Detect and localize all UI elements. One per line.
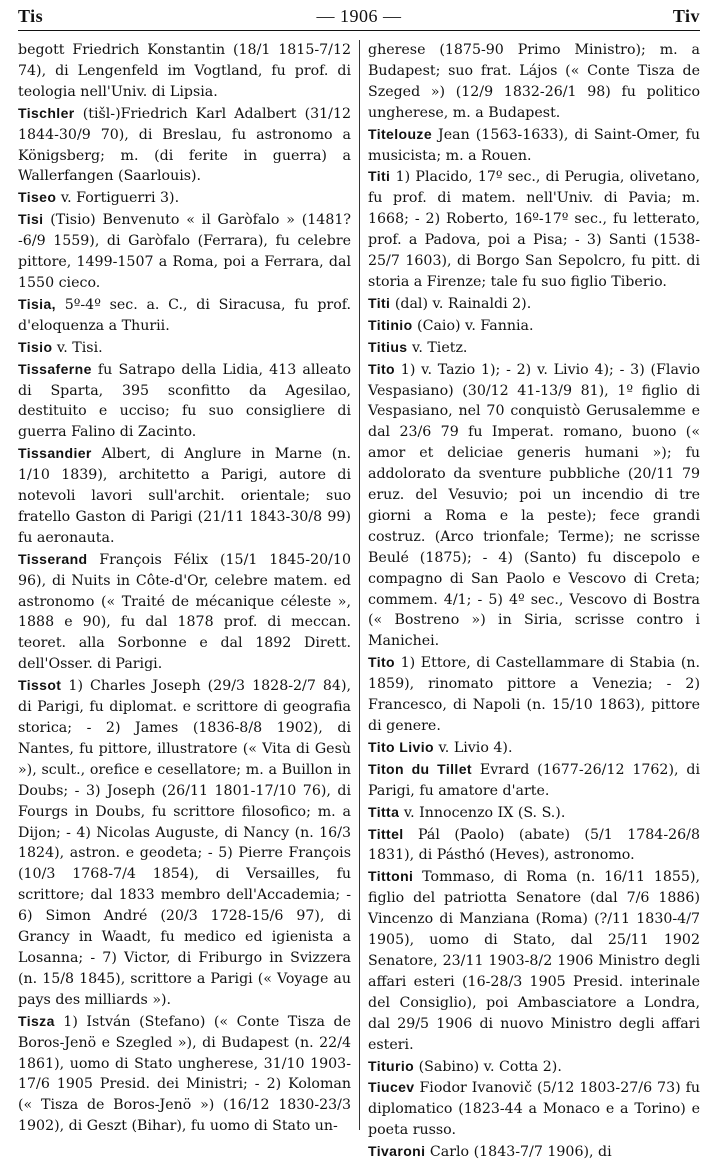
entry-text: 1) Charles Joseph (29/3 1828-2/7 84), di Parigi, fu diplomat. e scrittore di geografia storica; - 2) James (1836-8/8 1902), di Nantes, fu pittore, illustratore (« Vita di Gesù »), scult., orefice e cesellatore; m. a Buillon in Doubs; - 3) Joseph (26/11 1801-17/10 76), di Fourgs in Doubs, fu scrittore filosofico; m. a Dijon; - 4) Nicolas Auguste, di Nancy (n. 16/3 1824), astron. e geodeta; - 5) Pierre François (10/3 1768-7/4 1854), di Versailles, fu scrittore; dal 1833 membro dell'Accademia; - 6) Simon André (20/3 1728-15/6 97), di Grancy in Waadt, fu medico ed igienista a Losanna; - 7) Victor, di Friburgo in Svizzera (n. 15/8 1845), scrittore a Parigi (« Voyage au pays des milliards »). [18, 678, 351, 1008]
entry-text: 5º-4º sec. a. C., di Siracusa, fu prof. d'eloquenza a Thurii. [18, 296, 351, 334]
dictionary-entry [18, 209, 351, 294]
entry-headword: Titinio [368, 316, 413, 333]
dictionary-entry [18, 337, 351, 359]
entry-headword: Tisserand [18, 550, 88, 567]
entry-headword: Titta [368, 803, 400, 820]
entry-text: v. Innocenzo IX (S. S.). [399, 804, 566, 821]
entry-headword: Tivaroni [368, 1143, 426, 1160]
entry-headword: Tissaferne [18, 360, 92, 377]
dictionary-entry [368, 759, 700, 802]
dictionary-entry [18, 294, 351, 337]
dictionary-entry [368, 337, 700, 359]
page-header [18, 2, 700, 31]
entry-headword: Tito [368, 654, 396, 671]
entry-headword: Titurio [368, 1057, 415, 1074]
dictionary-entry [18, 443, 351, 549]
dictionary-entry [368, 166, 700, 292]
entry-headword: Titi [368, 168, 391, 185]
dictionary-entry [368, 1141, 700, 1163]
dictionary-entry [368, 293, 700, 315]
dictionary-entry [368, 1077, 700, 1141]
dictionary-entry [18, 40, 351, 103]
header-left-guideword: Tis [18, 6, 44, 26]
entry-text: v. Fortiguerri 3). [56, 190, 180, 207]
entry-headword: Titius [368, 338, 408, 355]
entry-text: Carlo (1843-7/7 1906), di [425, 1144, 612, 1161]
entry-headword: Tischler [18, 104, 75, 121]
entry-text: v. Tisi. [52, 339, 103, 356]
entry-headword: Tisio [18, 338, 53, 355]
dictionary-entry [368, 359, 700, 653]
entry-text: Jean (1563-1633), di Saint-Omer, fu musicista; m. a Rouen. [368, 126, 700, 164]
entry-text: 1) Placido, 17º sec., di Perugia, olivetano, fu prof. di matem. nell'Univ. di Pavia; m. 1668; - 2) Roberto, 16º-17º sec., fu letterato, prof. a Padova, poi a Pisa; - 3) Santi (1538-25/7 1603), di Borgo San Sepolcro, fu pitt. di storia a Firenze; tale fu suo figlio Tiberio. [368, 169, 700, 290]
entry-text: gherese (1875-90 Primo Ministro); m. a Budapest; suo frat. Lájos (« Conte Tisza de Szeged ») (12/9 1832-26/1 98) fu politico ungherese, m. a Budapest. [368, 42, 700, 121]
right-column [368, 40, 700, 1161]
entry-text: 1) Ettore, di Castellammare di Stabia (n. 1859), rinomato pittore a Venezia; - 2) Francesco, di Napoli (n. 15/10 1863), pittore di genere. [368, 655, 700, 734]
dictionary-entry [18, 549, 351, 675]
entry-headword: Tito [368, 360, 396, 377]
dictionary-entry [368, 124, 700, 167]
entry-headword: Tisia, [18, 295, 56, 312]
dictionary-entry [368, 315, 700, 337]
entry-text: v. Livio 4). [433, 739, 513, 756]
entry-headword: Titon du Tillet [368, 760, 472, 777]
entry-headword: Tisza [18, 1012, 55, 1029]
entry-text: François Félix (15/1 1845-20/10 96), di Nuits in Côte-d'Or, celebre matem. ed astronomo (« Traité de mécanique céleste », 1888 e 90), fu dal 1878 prof. di meccan. teoret. alla Sorbonne e dal 1892 Dirett. dell'Osser. di Parigi. [18, 551, 351, 673]
dictionary-entry [368, 737, 700, 759]
dictionary-entry [368, 802, 700, 824]
dictionary-entry [368, 40, 700, 124]
entry-headword: Titelouze [368, 125, 433, 142]
entry-text: 1) István (Stefano) (« Conte Tisza de Boros-Jenö e Szegled »), di Budapest (n. 22/4 1861), uomo di Stato ungherese, 31/10 1903-17/6 1905 Presid. dei Ministri; - 2) Koloman (« Tisza de Boros-Jenö ») (16/12 1830-23/3 1902), di Geszt (Bihar), fu uomo di Stato un- [18, 1013, 351, 1135]
column-divider [359, 40, 360, 1130]
dictionary-entry [18, 1011, 351, 1137]
dictionary-entry [18, 103, 351, 188]
entry-headword: Tito Livio [368, 738, 434, 755]
dictionary-entry [368, 1056, 700, 1078]
entry-text: 1) v. Tazio 1); - 2) v. Livio 4); - 3) (Flavio Vespasiano) (30/12 41-13/9 81), 1º figlio di Vespasiano, nel 70 conquistò Gerusalemme e dal 23/6 79 fu Imperat. romano, buono (« amor et deliciae generis humani »); fu addolorato da sventure pubbliche (20/11 79 eruz. del Vesuvio; poi un incendio di tre giorni a Roma e la peste); fece grandi costruz. (Arco trionfale; Terme); ne scrisse Beulé (1875); - 4) (Santo) fu discepolo e compagno di San Paolo e Vescovo di Creta; commem. 4/1; - 5) 4º sec., Vescovo di Bostra (« Bostreno ») in Siria, scrisse contro i Manichei. [368, 361, 700, 650]
dictionary-entry [18, 187, 351, 209]
entry-headword: Tittoni [368, 868, 414, 885]
entry-text: (Sabino) v. Cotta 2). [414, 1058, 562, 1075]
entry-text: begott Friedrich Konstantin (18/1 1815-7/12 74), di Lengenfeld im Vogtland, fu prof. di teologia nell'Univ. di Lipsia. [18, 42, 351, 100]
entry-headword: Tissandier [18, 445, 92, 462]
entry-headword: Tiseo [18, 189, 57, 206]
dictionary-entry [18, 359, 351, 444]
entry-text: Albert, di Anglure in Marne (n. 1/10 1839), architetto a Parigi, autore di notevoli lavori sull'archit. orientale; suo fratello Gaston di Parigi (21/11 1843-30/8 99) fu aeronauta. [18, 446, 351, 546]
entry-text: Evrard (1677-26/12 1762), di Parigi, fu amatore d'arte. [368, 761, 700, 799]
left-column [18, 40, 351, 1135]
entry-text: v. Tietz. [407, 339, 468, 356]
entry-text: Fiodor Ivanovič (5/12 1803-27/6 73) fu diplomatico (1823-44 a Monaco e a Torino) e poeta russo. [368, 1080, 700, 1139]
header-right-guideword: Tiv [672, 6, 700, 26]
entry-text: (dal) v. Rainaldi 2). [390, 295, 532, 312]
entry-headword: Tisi [18, 211, 44, 228]
entry-headword: Titi [368, 294, 391, 311]
dictionary-entry [368, 824, 700, 867]
page-number: — 1906 — [316, 6, 402, 26]
entry-headword: Tiucev [368, 1079, 415, 1096]
entry-headword: Tittel [368, 825, 404, 842]
entry-text: fu Satrapo della Lidia, 413 alleato di Sparta, 395 sconfitto da Agesilao, destituito e ucciso; fu suo consigliere di guerra Falino di Zacinto. [18, 361, 351, 441]
entry-text: (Caio) v. Fannia. [412, 317, 534, 334]
dictionary-entry [368, 652, 700, 737]
entry-text: Pál (Paolo) (abate) (5/1 1784-26/8 1831), di Pásthó (Heves), astronomo. [368, 826, 700, 864]
entry-text: Tommaso, di Roma (n. 16/11 1855), figlio del patriotta Senatore (dal 7/6 1886) Vincenzo di Manziana (Roma) (?/11 1830-4/7 1905), uomo di Stato, dal 25/11 1902 Senatore, 23/11 1903-8/2 1906 Ministro degli affari esteri (16-28/3 1905 Presid. interinale del Consiglio), poi Ambasciatore a Londra, dal 29/5 1906 di nuovo Ministro degli affari esteri. [368, 869, 700, 1053]
entry-text: (Tisio) Benvenuto « il Garòfalo » (1481?-6/9 1559), di Garòfalo (Ferrara), fu celebre pittore, 1499-1507 a Roma, poi a Ferrara, dal 1550 cieco. [18, 212, 351, 291]
entry-headword: Tissot [18, 677, 62, 694]
dictionary-entry [18, 675, 351, 1011]
entry-text: (tišl-)Friedrich Karl Adalbert (31/12 1844-30/9 70), di Breslau, fu astronomo a Königsberg; m. (di ferite in guerra) a Wallerfangen (Saarlouis). [18, 105, 351, 185]
dictionary-entry [368, 866, 700, 1055]
